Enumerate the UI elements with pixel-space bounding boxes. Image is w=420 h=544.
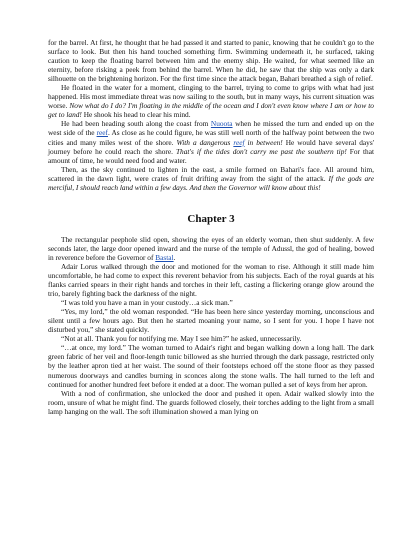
text-run: Adair Lorus walked through the door and motioned for the woman to rise. Although it still made him uncomfortable, he had come to expect this reverent behavior from his subjects. Each of the royal guards at his flanks carried spears in their right hands and torches in their left, casting a flickering orange glow around the trio, barely fighting back the darkness of the night. [48,261,374,299]
text-run: He shook his head to clear his mind. [81,110,191,120]
text-run: when he missed the turn and ended up on the west side of the [48,119,374,138]
place-link[interactable]: Bastal [155,252,174,262]
place-link[interactable]: reef [96,128,108,138]
place-link[interactable]: Nuoota [210,119,233,129]
italic-text: If the gods are merciful, I should reach land within a few days. And then the Governor will know about this! [48,173,375,192]
paragraph [48,389,374,416]
text-run: “Yes, my lord,” the old woman responded. “He has been here since yesterday morning, unconscious and silent until a few hours ago. But then he started moaning your name, so I sent for you. I hope I have not disturbed you,” she stated quickly. [48,307,374,335]
text-run: “I was told you have a man in your custody…a sick man.” [61,298,233,308]
text-run: “Not at all. Thank you for notifying me. May I see him?” he asked, unnecessarily. [61,334,302,344]
document-page [48,38,374,538]
paragraph [48,343,374,388]
text-run: “…at once, my lord.” The woman turned to Adair's right and began walking down a long hall. The dark green fabric of her veil and floor-length tunic billowed as she hurried through the dark passage, restricted only by the leather apron tied at her waist. The sound of their footsteps echoed off the stone floor as they passed numerous doorways and candles burning in sconces along the stone walls. The hall turned to the left and continued for another hundred feet before it ended at a door. The woman pulled a set of keys from her apron. [48,343,374,389]
text-run: for the barrel. At first, he thought that he had passed it and started to panic, knowing that he couldn't go to the surface to look. But then his hand touched something firm. Swimming underneath it, he surfaced, taking caution to keep the floating barrel between him and the enemy ship. He waited, for what seemed like an eternity, before risking a peek from behind the barrel. When he did, he saw that the ship was only a dark silhouette on the brightening horizon. For the first time since the attack began, Bahari breathed a sigh of relief. [48,38,374,84]
section-chapter-3-body [48,235,374,416]
text-run: He floated in the water for a moment, clinging to the barrel, trying to come to grips with what had just happened. His most immediate threat was now sailing to the south, but in many ways, his current situation was worse. [48,83,374,111]
italic-text: With a dangerous [176,137,234,147]
text-run: He had been heading south along the coast from [61,119,211,129]
paragraph [48,165,374,192]
section-before-chapter [48,38,374,192]
text-run: . As close as he could figure, he was still well north of the halfway point between the two cities and many miles west of the shore. [48,128,374,147]
text-run: With a nod of confirmation, she unlocked the door and pushed it open. Adair walked slowly into the room, unsure of what he might find. The guards followed closely, their torches adding to the light from a small lamp hanging on the wall. The soft illumination showed a man lying on [48,388,374,416]
chapter-heading: Chapter 3 [187,212,235,225]
paragraph [48,235,374,262]
italic-text: That's if the tides don't carry me past the southern tip! [175,146,347,156]
paragraph [48,83,374,119]
paragraph [48,119,374,164]
text-run: Then, as the sky continued to lighten in the east, a smile formed on Bahari's face. All around him, scattered in the dawn light, were crates of fruit drifting away from the sight of the attack. [48,164,374,183]
paragraph [48,38,374,83]
paragraph [48,298,374,307]
paragraph [48,334,374,343]
text-run: The rectangular peephole slid open, showing the eyes of an elderly woman, then shut suddenly. A few seconds later, the large door opened inward and the nurse of the temple of Adussl, the god of healing, bowed in reverence before the Governor of [48,234,374,262]
place-link[interactable]: reef [233,137,245,147]
paragraph [48,307,374,334]
italic-text: in between! [244,137,283,147]
paragraph [48,262,374,298]
text-run: . [173,252,176,262]
text-run: For that amount of time, he would need food and water. [48,146,374,165]
text-run: He would have several days' journey before he could reach the shore. [48,137,375,156]
italic-text: Now what do I do? I'm floating in the middle of the ocean and I don't even know where I am or how to get to land! [48,101,374,120]
